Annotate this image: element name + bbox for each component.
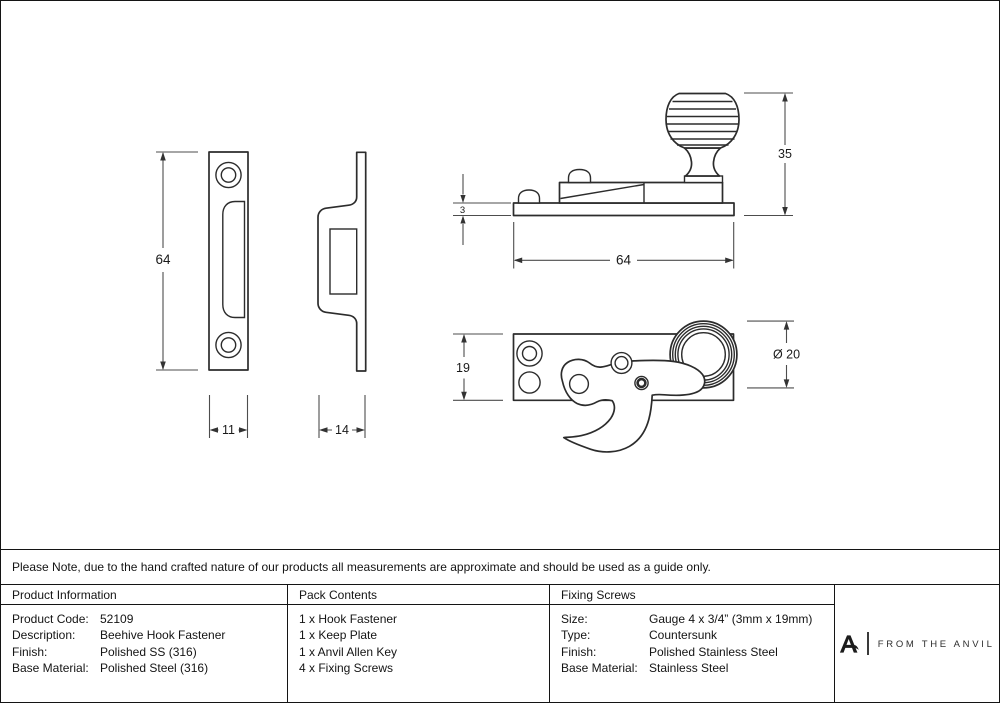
dim-label-14: 14 xyxy=(335,423,349,437)
table-row xyxy=(12,627,287,643)
row-value: 52109 xyxy=(100,612,134,626)
table-row xyxy=(12,611,287,627)
list-item: 1 x Keep Plate xyxy=(299,628,378,643)
dim-label-35: 35 xyxy=(778,147,792,161)
keep-plate-recess-profile xyxy=(330,229,357,294)
screw-hole xyxy=(517,341,542,366)
dim-label-diameter-20: Ø 20 xyxy=(772,347,801,362)
dimension-fastener-depth xyxy=(453,334,503,400)
row-label: Finish: xyxy=(12,644,48,659)
dim-label-64b: 64 xyxy=(615,252,632,268)
row-value: Stainless Steel xyxy=(649,661,729,676)
knob-neck xyxy=(685,148,721,176)
product-information-body xyxy=(1,605,287,677)
row-value: Beehive Hook Fastener xyxy=(100,628,226,643)
hook-eye-hole xyxy=(570,375,589,394)
list-item: 4 x Fixing Screws xyxy=(299,661,394,676)
table-row xyxy=(561,627,834,643)
keep-plate-front-view xyxy=(209,152,248,370)
row-label: Size: xyxy=(561,612,588,626)
row-value: Polished Stainless Steel xyxy=(649,644,778,659)
row-value: Polished Steel (316) xyxy=(100,661,209,676)
dimension-fastener-length xyxy=(514,222,734,269)
row-value: Polished SS (316) xyxy=(100,644,197,659)
product-information-column xyxy=(1,585,288,702)
row-label: Base Material: xyxy=(12,661,89,676)
pack-contents-header: Pack Contents xyxy=(288,585,549,605)
pack-contents-column xyxy=(288,585,550,702)
row-label: Product Code: xyxy=(12,612,89,626)
product-information-header: Product Information xyxy=(1,585,287,605)
fixing-screws-body xyxy=(550,605,834,677)
dimension-keep-plate-depth xyxy=(319,395,365,438)
pack-contents-body xyxy=(288,605,549,677)
row-label: Base Material: xyxy=(561,661,638,676)
dimension-keep-plate-width xyxy=(210,395,248,438)
screw-hole xyxy=(216,162,241,187)
note-bar xyxy=(1,549,999,584)
table-row xyxy=(561,660,834,676)
list-item: 1 x Hook Fastener xyxy=(299,612,398,626)
anvil-a-icon xyxy=(839,632,860,656)
brand-logo xyxy=(839,632,994,656)
list-item: 1 x Anvil Allen Key xyxy=(299,644,398,659)
table-row xyxy=(12,660,287,676)
row-label: Type: xyxy=(561,628,591,643)
brand-name: FROM THE ANVIL xyxy=(877,638,995,650)
row-label: Finish: xyxy=(561,644,597,659)
knob-base-flange xyxy=(685,176,723,183)
table-row xyxy=(561,611,834,627)
dim-label-64: 64 xyxy=(155,252,171,267)
keep-plate-side-view xyxy=(318,152,366,371)
row-value: Gauge 4 x 3/4” (3mm x 19mm) xyxy=(649,612,813,626)
row-label: Description: xyxy=(12,628,76,643)
dim-label-19: 19 xyxy=(456,361,470,375)
screw-dome-top xyxy=(611,353,632,374)
dimension-knob-diameter xyxy=(747,321,800,388)
row-value: Countersunk xyxy=(649,628,718,643)
technical-drawing xyxy=(1,1,1000,549)
fixing-screws-column xyxy=(550,585,835,702)
fixing-screws-header: Fixing Screws xyxy=(550,585,834,605)
screw-dome xyxy=(569,170,591,183)
dimension-plate-thickness xyxy=(453,174,511,245)
dimension-fastener-height xyxy=(744,93,793,216)
keep-plate-recess xyxy=(223,202,245,318)
logo-divider xyxy=(867,632,868,655)
hook-arm-and-claw xyxy=(561,359,704,452)
screw-hole xyxy=(519,372,540,393)
base-plate xyxy=(514,203,735,216)
dim-label-11: 11 xyxy=(222,423,235,437)
table-row xyxy=(561,644,834,660)
fastener-side-view xyxy=(514,94,740,216)
dimension-keep-plate-height xyxy=(155,152,198,370)
screw-dome xyxy=(519,190,540,203)
brand-logo-cell xyxy=(835,585,999,702)
fastener-top-view xyxy=(514,321,737,452)
note-text: Please Note, due to the hand crafted nature of our products all measurements are approximate and should be used as a guide only. xyxy=(12,560,711,574)
table-row xyxy=(12,644,287,660)
dim-label-3: 3 xyxy=(459,205,466,216)
spec-table xyxy=(1,584,999,702)
screw-hole xyxy=(216,332,241,357)
